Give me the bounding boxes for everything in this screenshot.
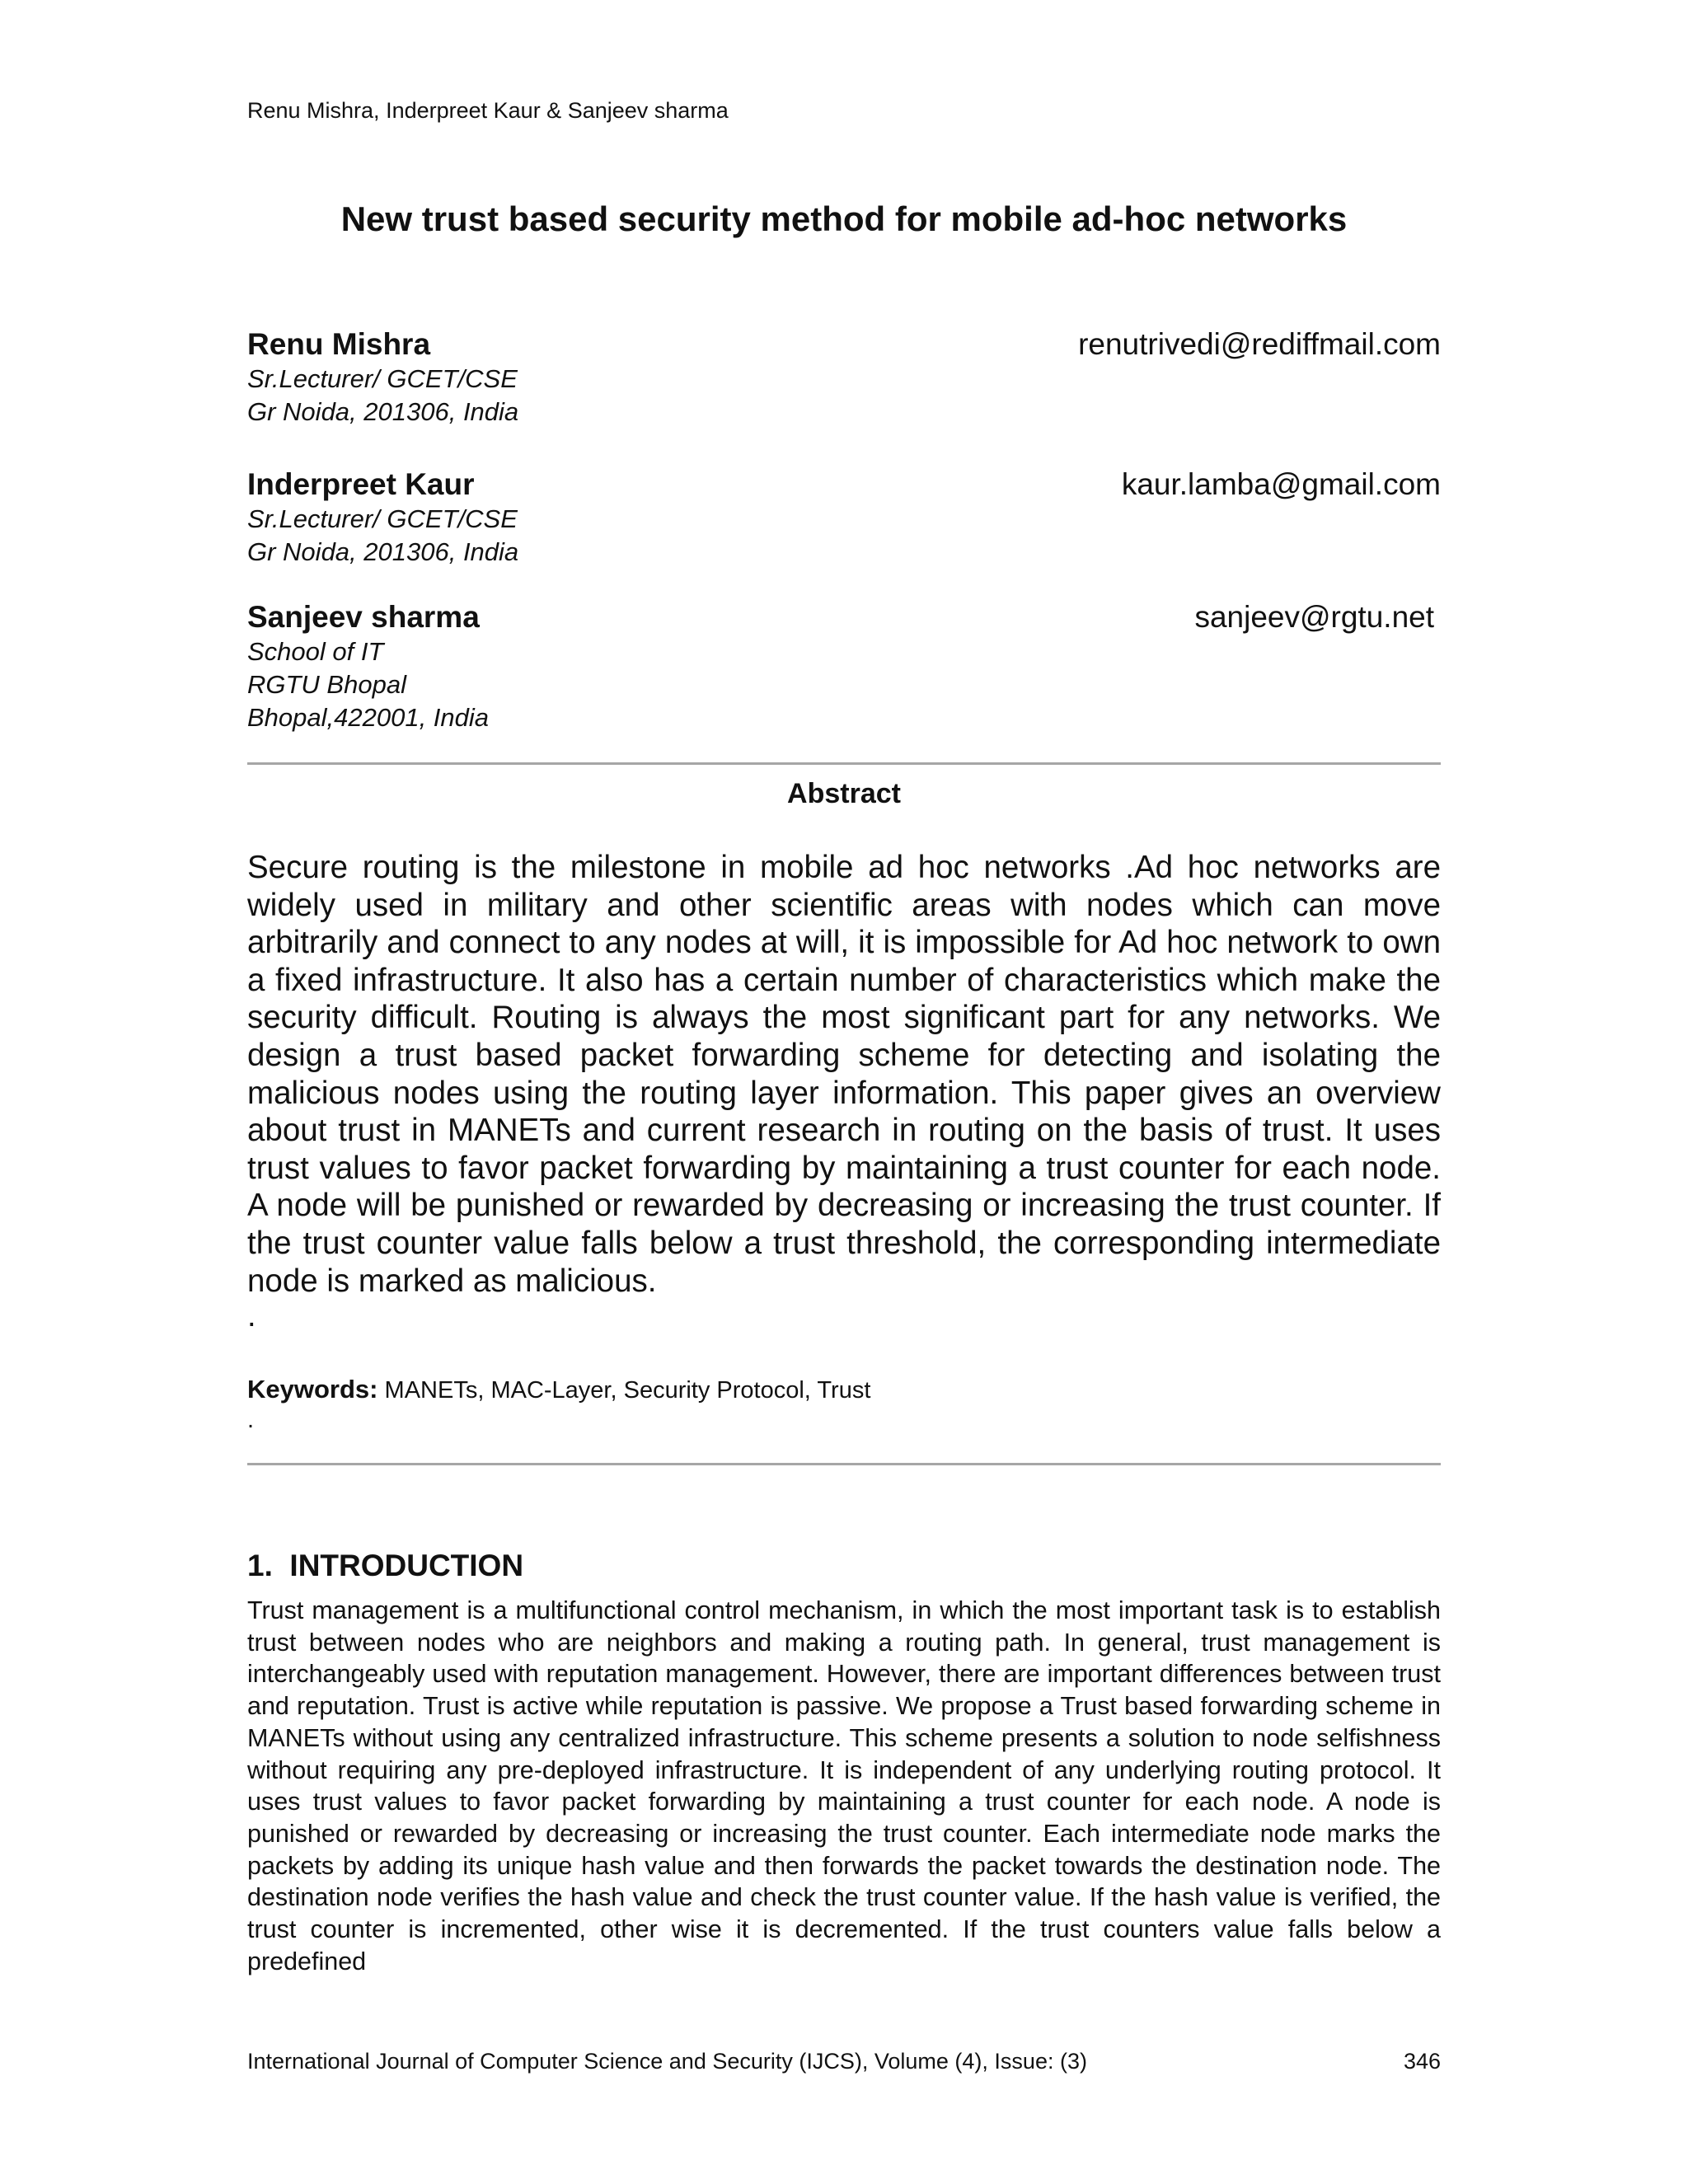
keywords-trailing-dot: .	[247, 1407, 255, 1433]
author-email: kaur.lamba@gmail.com	[1121, 467, 1441, 501]
author-address: Gr Noida, 201306, India	[247, 397, 519, 426]
author-affiliation: Sr.Lecturer/ GCET/CSE	[247, 504, 518, 533]
author-address: Gr Noida, 201306, India	[247, 537, 519, 566]
keywords	[247, 1375, 870, 1435]
author-institution: RGTU Bhopal	[247, 670, 406, 699]
author-block-1	[247, 326, 1441, 429]
author-affiliation: School of IT	[247, 637, 384, 666]
abstract-heading: Abstract	[787, 778, 901, 809]
author-email: renutrivedi@rediffmail.com	[1078, 327, 1441, 361]
section-heading-introduction: 1. INTRODUCTION	[247, 1549, 524, 1582]
author-block-3	[247, 599, 1441, 734]
author-affiliation: Sr.Lecturer/ GCET/CSE	[247, 364, 518, 393]
page-number: 346	[1403, 2049, 1441, 2074]
introduction-body: Trust management is a multifunctional control mechanism, in which the most important task is to establish trust between nodes who are neighbors and making a routing path. In general, trust management is interchangeably used with reputation management. However, there are important differences between trust and reputation. Trust is active while reputation is passive. We propose a Trust based forwarding scheme in MANETs without using any centralized infrastructure. This scheme presents a solution to node selfishness without requiring any pre-deployed infrastructure. It is independent of any underlying routing protocol. It uses trust values to favor packet forwarding by maintaining a trust counter for each node. A node is punished or rewarded by decreasing or increasing the trust counter. Each intermediate node marks the packets by adding its unique hash value and then forwards the packet towards the destination node. The destination node verifies the hash value and check the trust counter value. If the hash value is verified, the trust counter is incremented, other wise it is decremented. If the trust counters value falls below a predefined	[247, 1596, 1441, 1975]
keywords-label: Keywords:	[247, 1375, 378, 1404]
paper-title: New trust based security method for mobile ad-hoc networks	[340, 199, 1348, 238]
keywords-value: MANETs, MAC-Layer, Security Protocol, Trust	[384, 1377, 871, 1404]
author-address: Bhopal,422001, India	[247, 703, 490, 732]
abstract-body: Secure routing is the milestone in mobile ad hoc networks .Ad hoc networks are widely used in military and other scientific areas with nodes which can move arbitrarily and connect to any nodes at will, it is impossible for Ad hoc network to own a fixed infrastructure. It also has a certain number of characteristics which make the security difficult. Routing is always the most significant part for any networks. We design a trust based packet forwarding scheme for detecting and isolating the malicious nodes using the routing layer information. This paper gives an overview about trust in MANETs and current research in routing on the basis of trust. It uses trust values to favor packet forwarding by maintaining a trust counter for each node. A node will be punished or rewarded by decreasing or increasing the trust counter. If the trust counter value falls below a trust threshold, the corresponding intermediate node is marked as malicious.	[247, 850, 1441, 1299]
page-footer	[247, 2047, 1441, 2075]
abstract-section	[247, 849, 1441, 1333]
abstract-trailing-dot: .	[247, 1299, 256, 1334]
author-email: sanjeev@rgtu.net	[1194, 600, 1434, 634]
divider-top	[247, 762, 1441, 765]
author-block-2	[247, 466, 1441, 569]
journal-citation: International Journal of Computer Science and Security (IJCS), Volume (4), Issue: (3)	[247, 2049, 1087, 2074]
author-name: Inderpreet Kaur	[247, 467, 475, 501]
divider-bottom	[247, 1463, 1441, 1465]
author-name: Sanjeev sharma	[247, 600, 480, 634]
author-name: Renu Mishra	[247, 327, 431, 361]
running-head: Renu Mishra, Inderpreet Kaur & Sanjeev sharma	[247, 98, 729, 123]
